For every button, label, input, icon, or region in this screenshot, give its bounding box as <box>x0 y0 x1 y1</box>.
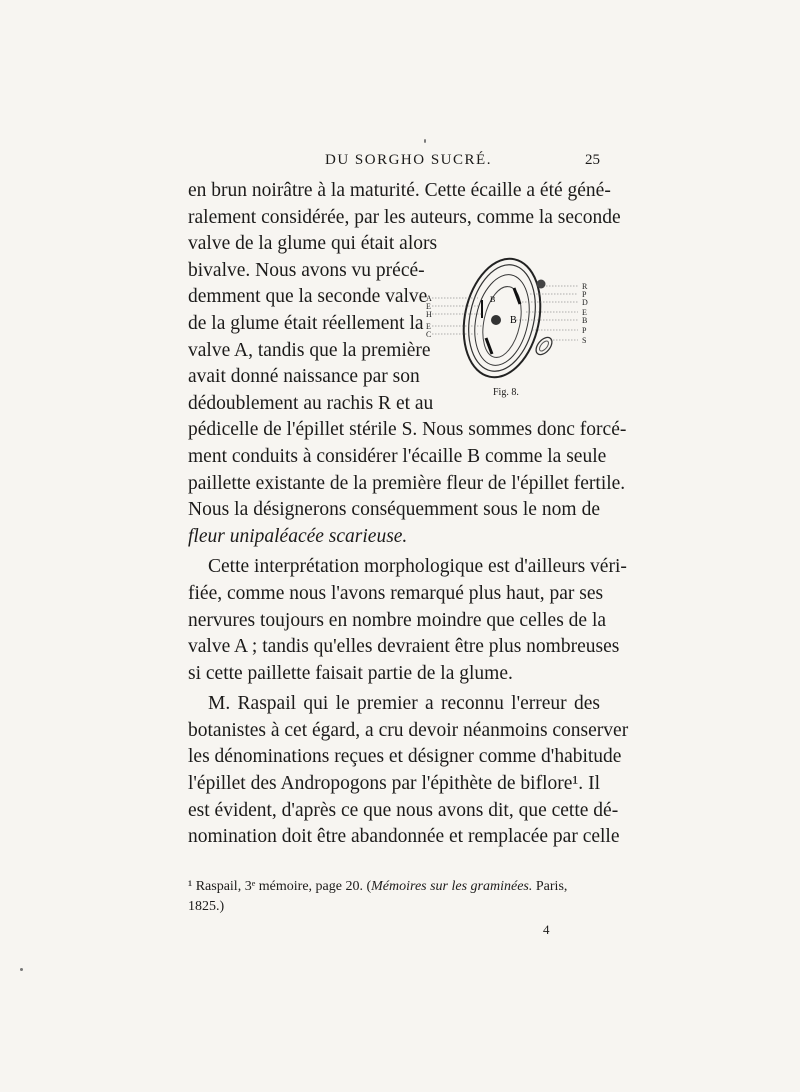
right-label: D <box>582 298 588 307</box>
text-line: Cette interprétation morphologique est d'ailleurs véri- <box>208 556 627 578</box>
paragraph-3 <box>188 691 629 851</box>
paragraph-2 <box>188 554 627 687</box>
inner-label: B <box>490 295 496 304</box>
text-line: valve de la glume qui était alors <box>188 233 438 255</box>
right-label: P <box>582 290 587 299</box>
footnote-line: 1825.) <box>188 899 225 914</box>
footnote-text: ¹ Raspail, 3ᵉ mémoire, page 20. ( <box>188 879 372 894</box>
right-label: R <box>582 282 588 291</box>
spikelet-diagram <box>422 250 602 410</box>
footnote-line <box>188 877 600 897</box>
text-line: valve A, tandis que la première <box>188 339 431 361</box>
right-label: P <box>582 326 587 335</box>
page-number: 25 <box>585 152 600 168</box>
text-line: paillette existante de la première fleur de l'épillet fertile. <box>188 472 626 494</box>
text-line: nervures toujours en nombre moindre que celles de la <box>188 609 607 631</box>
text-line: botanistes à cet égard, a cru devoir néanmoins conserver <box>188 719 629 741</box>
text-line: de la glume était réellement la <box>188 312 424 334</box>
text-line: valve A ; tandis qu'elles devraient être plus nombreuses <box>188 636 620 658</box>
inner-label: B <box>510 315 517 326</box>
signature-mark: 4 <box>543 922 550 937</box>
footnote <box>188 877 600 917</box>
text-line: fiée, comme nous l'avons remarqué plus haut, par ses <box>188 582 604 604</box>
right-label: B <box>582 316 588 325</box>
left-label: C <box>426 330 432 339</box>
left-label: H <box>426 310 432 319</box>
left-label: E <box>426 322 431 331</box>
text-line: nomination doit être abandonnée et remplacée par celle <box>188 826 620 848</box>
right-label: S <box>582 336 587 345</box>
paper-speck <box>424 139 426 143</box>
text-line: les dénominations reçues et désigner comme d'habitude <box>188 746 622 768</box>
right-label: E <box>582 308 587 317</box>
figure-caption: Fig. 8. <box>493 387 519 398</box>
text-line: si cette paillette faisait partie de la glume. <box>188 662 513 684</box>
text-line: dédoublement au rachis R et au <box>188 392 434 414</box>
running-title: DU SORGHO SUCRÉ. <box>325 152 492 168</box>
footnote-title: Mémoires sur les graminées. <box>371 879 533 894</box>
paper-speck <box>20 968 23 971</box>
text-line: pédicelle de l'épillet stérile S. Nous sommes donc forcé- <box>188 419 627 441</box>
left-label: A <box>426 294 432 303</box>
text-line: avait donné naissance par son <box>188 366 420 388</box>
text-line: ralement considérée, par les auteurs, comme la seconde <box>188 206 621 228</box>
text-line: bivalve. Nous avons vu précé- <box>188 259 425 281</box>
text-line: ment conduits à considérer l'écaille B comme la seule <box>188 445 607 467</box>
text-line: fleur unipaléacée scarieuse. <box>188 525 408 547</box>
running-head <box>190 152 600 174</box>
footnote-place: Paris, <box>532 879 568 894</box>
left-label: E <box>426 302 431 311</box>
text-line: M. Raspail qui le premier a reconnu l'erreur des <box>208 693 600 715</box>
text-line: demment que la seconde valve <box>188 286 428 308</box>
text-line: Nous la désignerons conséquemment sous le nom de <box>188 499 600 521</box>
text-line: en brun noirâtre à la maturité. Cette écaille a été géné- <box>188 180 611 201</box>
text-line: l'épillet des Andropogons par l'épithète de biflore¹. Il <box>188 773 600 795</box>
text-line: est évident, d'après ce que nous avons dit, que cette dé- <box>188 799 619 821</box>
diagram-drawing <box>422 250 602 410</box>
